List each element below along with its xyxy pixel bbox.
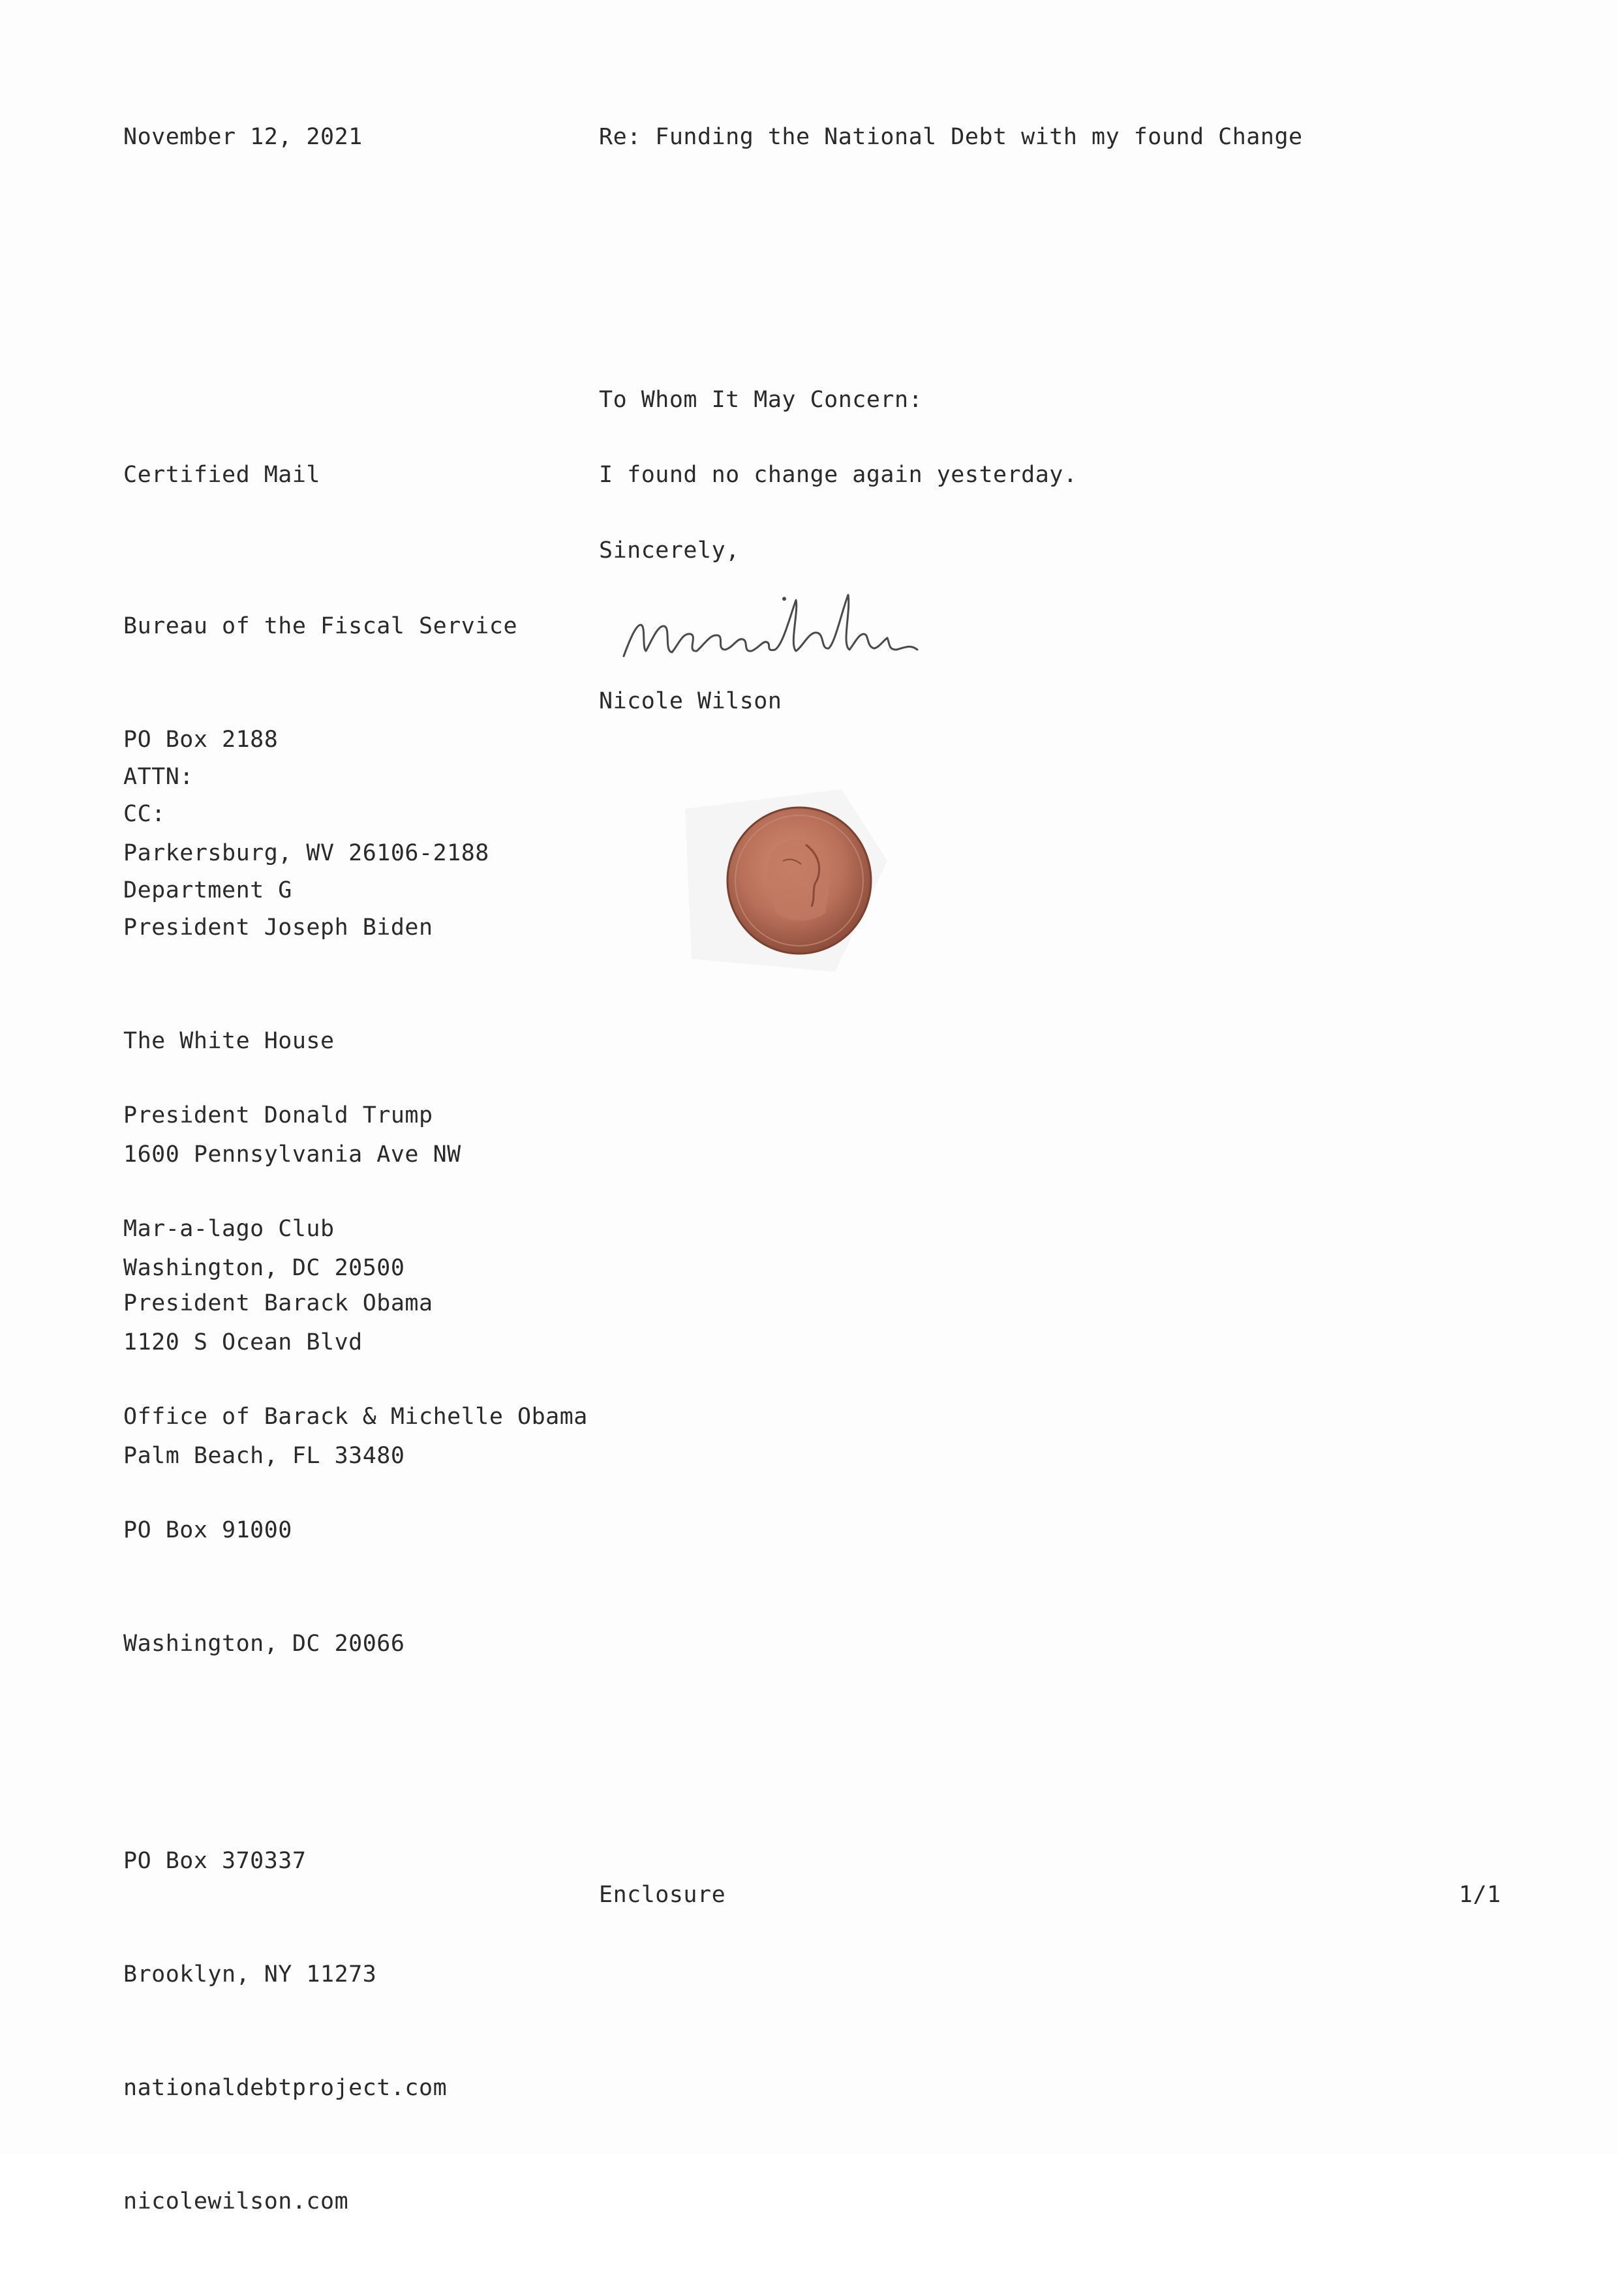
letter-date: November 12, 2021 (123, 124, 363, 150)
mailing-method: Certified Mail (123, 462, 321, 488)
address-line: Palm Beach, FL 33480 (123, 1443, 405, 1469)
cc-label: CC: (123, 801, 166, 827)
penny-coin-icon (672, 783, 920, 978)
address-line: Washington, DC 20066 (123, 1631, 405, 1657)
attn-value: Department G (123, 877, 292, 903)
address-line: PO Box 91000 (123, 1517, 292, 1543)
address-line: President Barack Obama (123, 1290, 433, 1316)
cc-address (123, 1209, 588, 1738)
address-line: 1600 Pennsylvania Ave NW (123, 1141, 461, 1168)
sender-address (123, 1766, 447, 2296)
signer-name: Nicole Wilson (599, 688, 782, 714)
address-line: Washington, DC 20500 (123, 1255, 405, 1281)
address-line: Parkersburg, WV 26106-2188 (123, 840, 489, 866)
address-line: Brooklyn, NY 11273 (123, 1961, 377, 1987)
address-line: Mar-a-lago Club (123, 1216, 335, 1242)
handwritten-signature (618, 579, 945, 671)
address-line: Bureau of the Fiscal Service (123, 613, 518, 639)
address-line: PO Box 2188 (123, 727, 279, 753)
address-line: 1120 S Ocean Blvd (123, 1329, 363, 1355)
letter-body: I found no change again yesterday. (599, 462, 1078, 488)
page-number: 1/1 (1459, 1882, 1501, 1908)
letter-subject: Re: Funding the National Debt with my found Change (599, 124, 1303, 150)
address-line: President Joseph Biden (123, 914, 433, 941)
salutation: To Whom It May Concern: (599, 387, 923, 413)
address-line: PO Box 370337 (123, 1848, 307, 1874)
attn-label: ATTN: (123, 764, 194, 790)
address-line: The White House (123, 1028, 335, 1054)
address-line: Office of Barack & Michelle Obama (123, 1404, 588, 1430)
address-line: President Donald Trump (123, 1102, 433, 1128)
enclosure-note: Enclosure (599, 1882, 726, 1908)
closing: Sincerely, (599, 537, 740, 564)
website-link: nicolewilson.com (123, 2188, 349, 2214)
website-link: nationaldebtproject.com (123, 2075, 448, 2101)
